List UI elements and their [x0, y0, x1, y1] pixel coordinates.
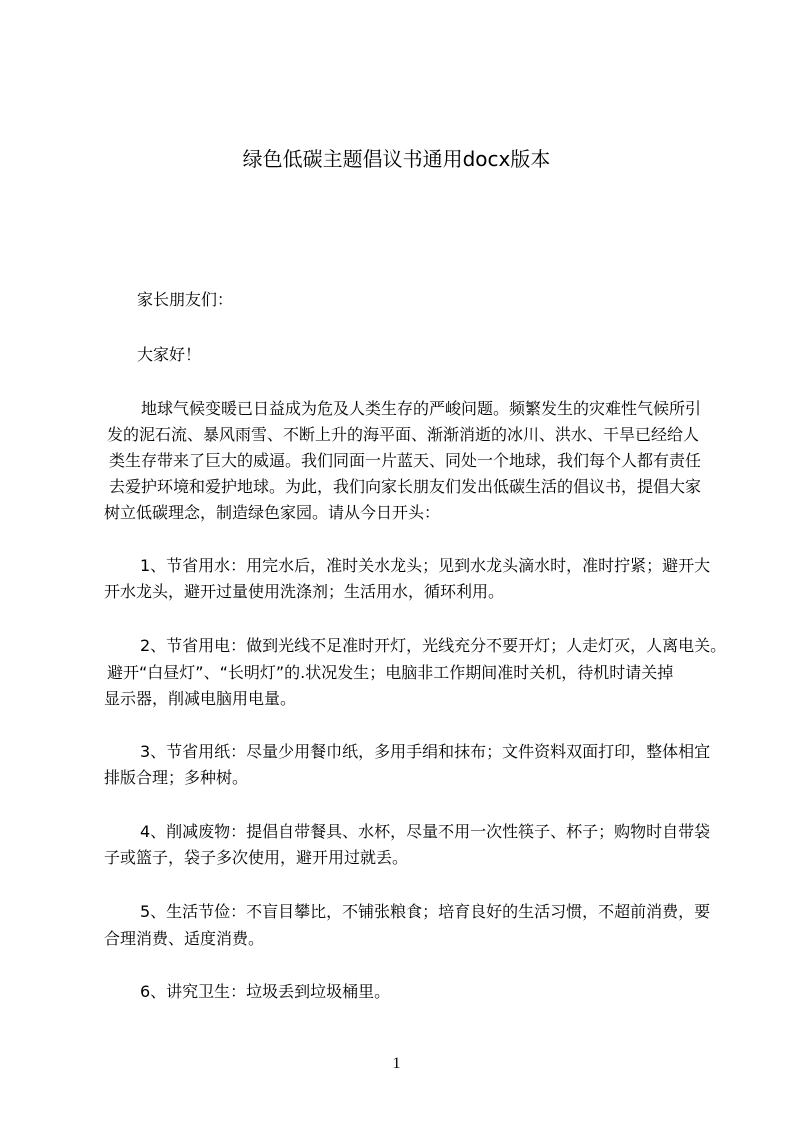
item-6-line: 6、讲究卫生：垃圾丢到垃圾桶里。 — [140, 982, 391, 1001]
item-2-line: 避开“白昼灯”、“长明灯”的.状况发生；电脑非工作期间准时关机，待机时请关掉 — [107, 663, 674, 682]
salutation: 家长朋友们： — [137, 290, 234, 309]
intro-line: 地球气候变暖已日益成为危及人类生存的严峻问题。频繁发生的灾难性气候所引 — [141, 399, 702, 418]
item-2-line: 2、节省用电：做到光线不足准时开灯，光线充分不要开灯；人走灯灭，人离电关。 — [140, 636, 727, 655]
item-4-line: 4、削减废物：提倡自带餐具、水杯，尽量不用一次性筷子、杯子；购物时自带袋 — [140, 822, 711, 841]
item-3-line: 3、节省用纸：尽量少用餐巾纸，多用手绢和抹布；文件资料双面打印，整体相宜 — [140, 742, 711, 761]
document-title: 绿色低碳主题倡议书通用docx版本 — [242, 147, 551, 171]
item-4-line: 子或篮子，袋子多次使用，避开用过就丢。 — [104, 848, 409, 867]
item-5-line: 5、生活节俭：不盲目攀比，不铺张粮食；培育良好的生活习惯，不超前消费，要 — [140, 902, 711, 921]
intro-line: 发的泥石流、暴风雨雪、不断上升的海平面、渐渐消逝的冰川、洪水、干旱已经给人 — [107, 425, 700, 444]
item-2-line: 显示器，削减电脑用电量。 — [104, 689, 297, 708]
page-number: 1 — [392, 1055, 401, 1072]
intro-line: 去爱护环境和爱护地球。为此，我们向家长朋友们发出低碳生活的倡议书，提倡大家 — [109, 477, 702, 496]
item-1-line: 1、节省用水：用完水后，准时关水龙头；见到水龙头滴水时，准时拧紧；避开大 — [140, 556, 711, 575]
intro-line: 类生存带来了巨大的威逼。我们同面一片蓝天、同处一个地球，我们每个人都有责任 — [109, 451, 702, 470]
greeting: 大家好！ — [137, 345, 202, 364]
item-3-line: 排版合理；多种树。 — [104, 768, 249, 787]
intro-line: 树立低碳理念，制造绿色家园。请从今日开头： — [104, 503, 441, 522]
item-5-line: 合理消费、适度消费。 — [104, 929, 265, 948]
item-1-line: 开水龙头，避开过量使用洗涤剂；生活用水，循环利用。 — [104, 582, 505, 601]
